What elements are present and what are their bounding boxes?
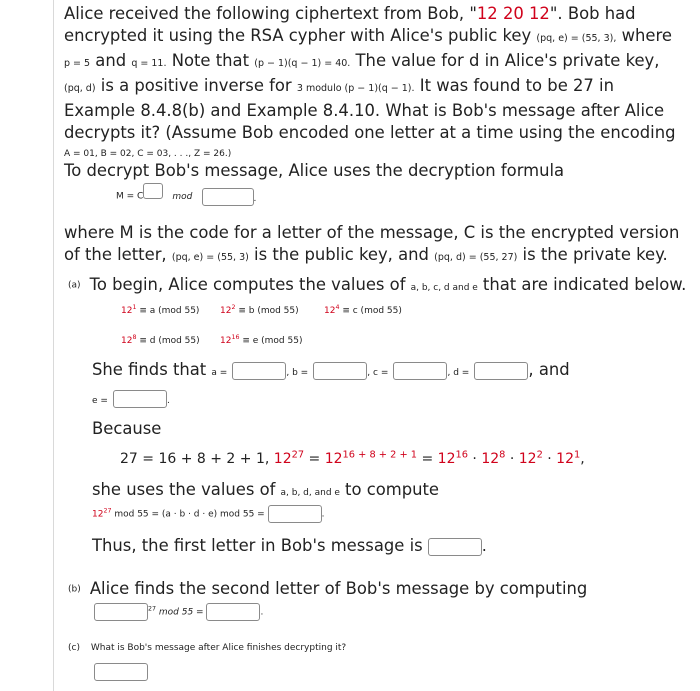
- part-b-text: Alice finds the second letter of Bob's message by computing: [89, 579, 588, 598]
- part-a-vars: a, b, c, d and e: [410, 283, 478, 293]
- a-label: a =: [211, 368, 228, 378]
- formula-m: M = C: [116, 191, 144, 202]
- modulus-input[interactable]: [202, 188, 254, 206]
- decryption-formula: M = C mod .: [116, 186, 256, 212]
- where-text-piece: is the private key.: [522, 245, 668, 264]
- congruence-4: [121, 336, 200, 346]
- where-line-1: where M is the code for a letter of the message, C is the encrypted version: [64, 223, 680, 242]
- e-label: e =: [92, 396, 108, 406]
- private-key-label: (pq, d): [64, 83, 96, 94]
- decrypt-lead: To decrypt Bob's message, Alice uses the decryption formula: [64, 161, 565, 180]
- part-c-answer: [94, 661, 148, 681]
- sum-exp: 8: [499, 449, 506, 461]
- d-input[interactable]: [474, 362, 528, 380]
- part-a: [68, 274, 686, 296]
- c-input[interactable]: [393, 362, 447, 380]
- intro-text: encrypted it using the RSA cypher with Alice's public key: [64, 26, 532, 45]
- phi-expr: (p − 1)(q − 1) = 40.: [254, 58, 351, 69]
- intro-text: where: [621, 26, 672, 45]
- part-b-base-input[interactable]: [94, 603, 148, 621]
- e-row: e = .: [92, 388, 170, 408]
- first-letter-input[interactable]: [428, 538, 482, 556]
- congruence-exp: 4: [335, 304, 340, 311]
- sum-term: 12: [273, 451, 292, 467]
- sum-term: 12: [518, 451, 537, 467]
- private-key-inline: (pq, d) = (55, 27): [434, 252, 518, 263]
- intro-text: ". Bob had: [549, 4, 636, 23]
- sum-exp: 27: [291, 449, 305, 461]
- sum-exp: 16: [455, 449, 468, 461]
- formula-mod: mod: [172, 191, 193, 202]
- sum-exp: 1: [574, 449, 581, 461]
- part-a-lead: To begin, Alice computes the values of: [89, 275, 406, 294]
- part-a-lead-tail: that are indicated below.: [482, 275, 687, 294]
- congruence-rhs: ≡ c (mod 55): [342, 306, 402, 316]
- intro-line-2: [64, 25, 694, 50]
- congruence-rhs: ≡ b (mod 55): [238, 306, 299, 316]
- because-text: Because: [92, 419, 162, 438]
- ciphertext: 12 20 12: [476, 4, 550, 23]
- encoding: A = 01, B = 02, C = 03, . . ., Z = 26.): [64, 149, 232, 159]
- intro-line-1: [64, 3, 694, 25]
- intro-text: is a positive inverse for: [100, 76, 292, 95]
- a-input[interactable]: [232, 362, 286, 380]
- congruence-5: [220, 336, 302, 346]
- intro-text: Alice received the following ciphertext from Bob, ": [64, 4, 477, 23]
- b-label: , b =: [286, 368, 309, 378]
- part-b-result-input[interactable]: [206, 603, 260, 621]
- finds-row: [92, 359, 570, 381]
- where-text-piece: is the public key, and: [254, 245, 429, 264]
- where-text-piece: of the letter,: [64, 245, 167, 264]
- congruence-rhs: ≡ d (mod 55): [139, 336, 200, 346]
- sum-term: 12: [437, 451, 456, 467]
- finds-text: She finds that: [92, 360, 207, 379]
- congruence-1: [121, 306, 199, 316]
- intro-line-5: Example 8.4.8(b) and Example 8.4.10. What is Bob's message after Alice: [64, 101, 665, 120]
- modulo-expr: 3 modulo (p − 1)(q − 1).: [296, 83, 415, 94]
- congruence-rhs: ≡ a (mod 55): [139, 306, 200, 316]
- congruence-exp: 1: [132, 304, 137, 311]
- message-input[interactable]: [94, 663, 148, 681]
- sum-exp: 16 + 8 + 2 + 1: [342, 449, 418, 461]
- intro-line-3: [64, 50, 694, 75]
- intro-text: Note that: [171, 51, 250, 70]
- e-input[interactable]: [113, 390, 167, 408]
- compute-rest: mod 55 = (a · b · d · e) mod 55 =: [114, 509, 265, 520]
- part-a-label: (a): [68, 280, 81, 291]
- congruence-base: 12: [121, 306, 133, 316]
- uses-text: to compute: [345, 480, 440, 499]
- uses-text: she uses the values of: [92, 480, 276, 499]
- and-text: , and: [528, 360, 570, 379]
- exponent-sum: 27 = 16 + 8 + 2 + 1, $12^{27} = 12^{16 + 8 + 2 + 1} = 12^{16} \cdot 12^8 \cdot 12^2 \cdot 12^1$,: [120, 449, 585, 467]
- d-label: , d =: [447, 368, 470, 378]
- b-input[interactable]: [313, 362, 367, 380]
- congruence-rhs: ≡ e (mod 55): [242, 336, 303, 346]
- uses-vars: a, b, d, and e: [280, 488, 340, 498]
- part-c-label: (c): [68, 643, 80, 653]
- intro-text: It was found to be 27 in: [419, 76, 614, 95]
- congruence-exp: 16: [231, 334, 240, 341]
- congruence-base: 12: [324, 306, 336, 316]
- thus-text: Thus, the first letter in Bob's message is: [92, 536, 423, 555]
- compute-exp: 27: [103, 507, 112, 515]
- problem-statement: [64, 3, 694, 164]
- compute-base: 12: [92, 509, 104, 520]
- part-b-compute: $^{27}$ mod 55 = .: [94, 603, 263, 621]
- part-c: [68, 643, 346, 653]
- p-value: p = 5: [64, 58, 91, 69]
- congruence-base: 12: [220, 306, 232, 316]
- where-text: [64, 222, 694, 269]
- congruence-base: 12: [121, 336, 133, 346]
- c-label: , c =: [367, 368, 389, 378]
- part-b-mod: mod 55 =: [158, 607, 204, 618]
- part-c-text: What is Bob's message after Alice finishes decrypting it?: [90, 643, 347, 653]
- uses-row: [92, 479, 439, 501]
- sum-term: 12: [324, 451, 343, 467]
- where-line-2: [64, 244, 694, 269]
- compute-row: $12^{27}$ mod 55 = (a · b · d · e) mod 55 = .: [92, 505, 324, 523]
- q-value: q = 11.: [131, 58, 167, 69]
- intro-text: The value for d in Alice's private key,: [355, 51, 660, 70]
- first-letter-row: Thus, the first letter in Bob's message is .: [92, 536, 487, 555]
- congruence-base: 12: [220, 336, 232, 346]
- product-input[interactable]: [268, 505, 322, 523]
- congruence-exp: 2: [231, 304, 236, 311]
- part-b-exp: 27: [148, 605, 157, 613]
- sum-term: 12: [556, 451, 574, 467]
- public-key-inline: (pq, e) = (55, 3): [171, 252, 249, 263]
- congruence-3: [324, 306, 402, 316]
- intro-line-4: [64, 75, 694, 100]
- part-b: [68, 578, 587, 600]
- public-key: (pq, e) = (55, 3),: [536, 33, 617, 44]
- congruence-2: [220, 306, 299, 316]
- exponent-input[interactable]: [143, 183, 163, 199]
- sum-lhs: 27 = 16 + 8 + 2 + 1,: [120, 451, 270, 467]
- intro-line-6: decrypts it? (Assume Bob encoded one letter at a time using the encoding: [64, 123, 676, 142]
- congruence-exp: 8: [132, 334, 137, 341]
- sum-exp: 2: [536, 449, 543, 461]
- left-border: [53, 0, 54, 691]
- sum-term: 12: [481, 451, 500, 467]
- part-b-label: (b): [68, 584, 81, 595]
- intro-text: and: [95, 51, 127, 70]
